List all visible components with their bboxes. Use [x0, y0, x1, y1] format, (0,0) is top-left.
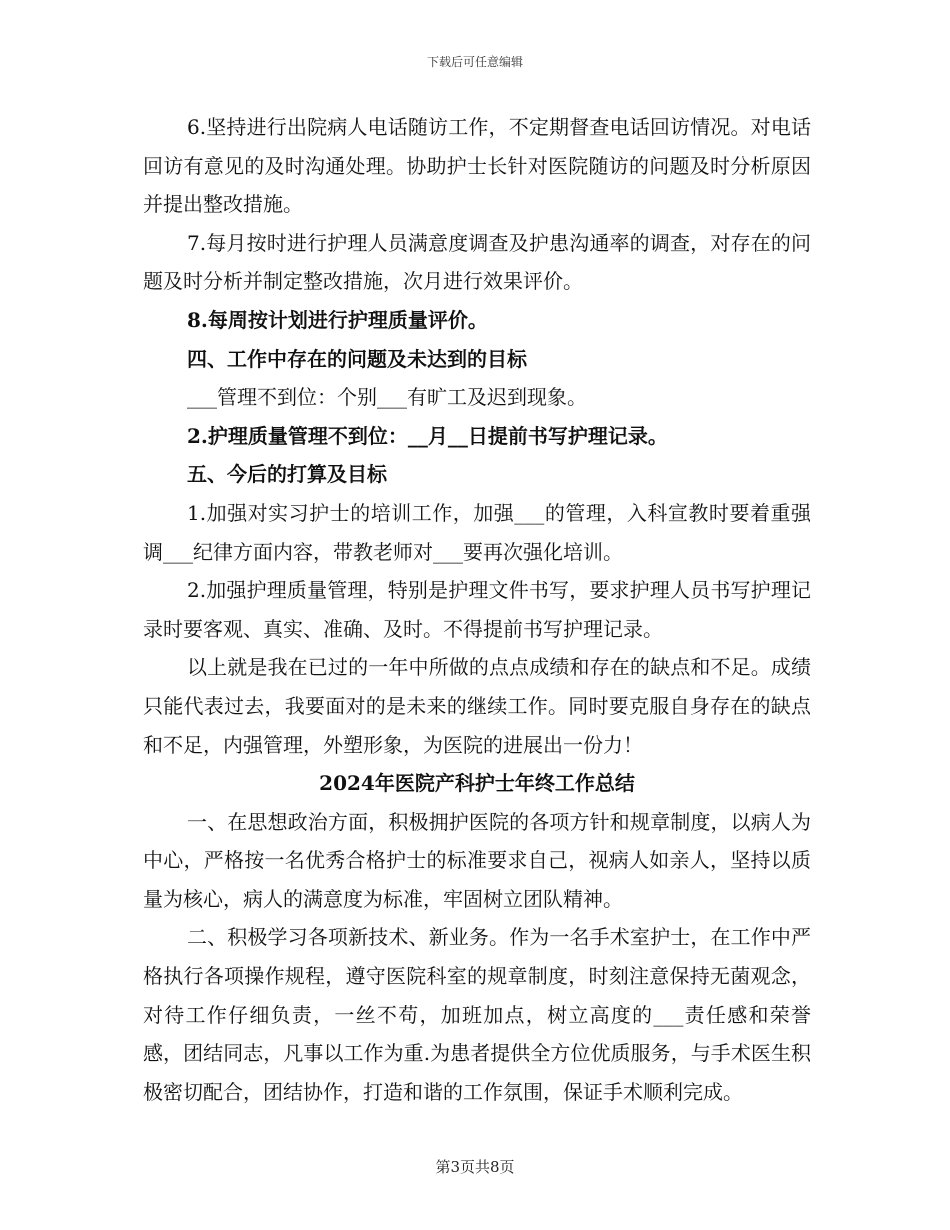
document-title: 2024年医院产科护士年终工作总结: [319, 771, 635, 796]
paragraph-plan-2: 2.加强护理质量管理，特别是护理文件书写，要求护理人员书写护理记录时要客观、真实、准确、及时。不得提前书写护理记录。: [143, 578, 811, 641]
section-heading-5: 五、今后的打算及目标: [187, 462, 387, 487]
paragraph-item-7: 7.每月按时进行护理人员满意度调查及护患沟通率的调查，对存在的问题及时分析并制定整改措施，次月进行效果评价。: [143, 230, 811, 294]
paragraph-politics: 一、在思想政治方面，积极拥护医院的各项方针和规章制度，以病人为中心，严格按一名优秀合格护士的标准要求自己，视病人如亲人，坚持以质量为核心，病人的满意度为标准，牢固树立团队精神。: [143, 809, 811, 911]
paragraph-conclusion: 以上就是我在已过的一年中所做的点点成绩和存在的缺点和不足。成绩只能代表过去，我要面对的是未来的继续工作。同时要克服自身存在的缺点和不足，内强管理，外塑形象，为医院的进展出一份力！: [143, 655, 811, 757]
paragraph-issue-2: 2.护理质量管理不到位：__月__日提前书写护理记录。: [187, 423, 668, 448]
paragraph-item-8: 8.每周按计划进行护理质量评价。: [187, 307, 488, 332]
paragraph-plan-1: 1.加强对实习护士的培训工作，加强___的管理，入科宣教时要着重强调___纪律方面内容，带教老师对___要再次强化培训。: [143, 500, 811, 564]
paragraph-item-6: 6.坚持进行出院病人电话随访工作，不定期督查电话回访情况。对电话回访有意见的及时沟通处理。协助护士长针对医院随访的问题及时分析原因并提出整改措施。: [143, 115, 811, 217]
page-header-note: 下载后可任意编辑: [426, 55, 523, 69]
section-heading-4: 四、工作中存在的问题及未达到的目标: [187, 346, 527, 371]
paragraph-learning: 二、积极学习各项新技术、新业务。作为一名手术室护士，在工作中严格执行各项操作规程，遵守医院科室的规章制度，时刻注意保持无菌观念，对待工作仔细负责，一丝不苟，加班加点，树立高度的___责任感和荣誉感，团结同志，凡事以工作为重.为患者提供全方位优质服务，与手术医生积极密切配合，团结协作，打造和谐的工作氛围，保证手术顺利完成。: [143, 925, 811, 1104]
page-number: 第3页共8页: [435, 1158, 515, 1176]
paragraph-issue-1: ___管理不到位：个别___有旷工及迟到现象。: [187, 385, 587, 410]
document-body: [143, 108, 811, 1111]
